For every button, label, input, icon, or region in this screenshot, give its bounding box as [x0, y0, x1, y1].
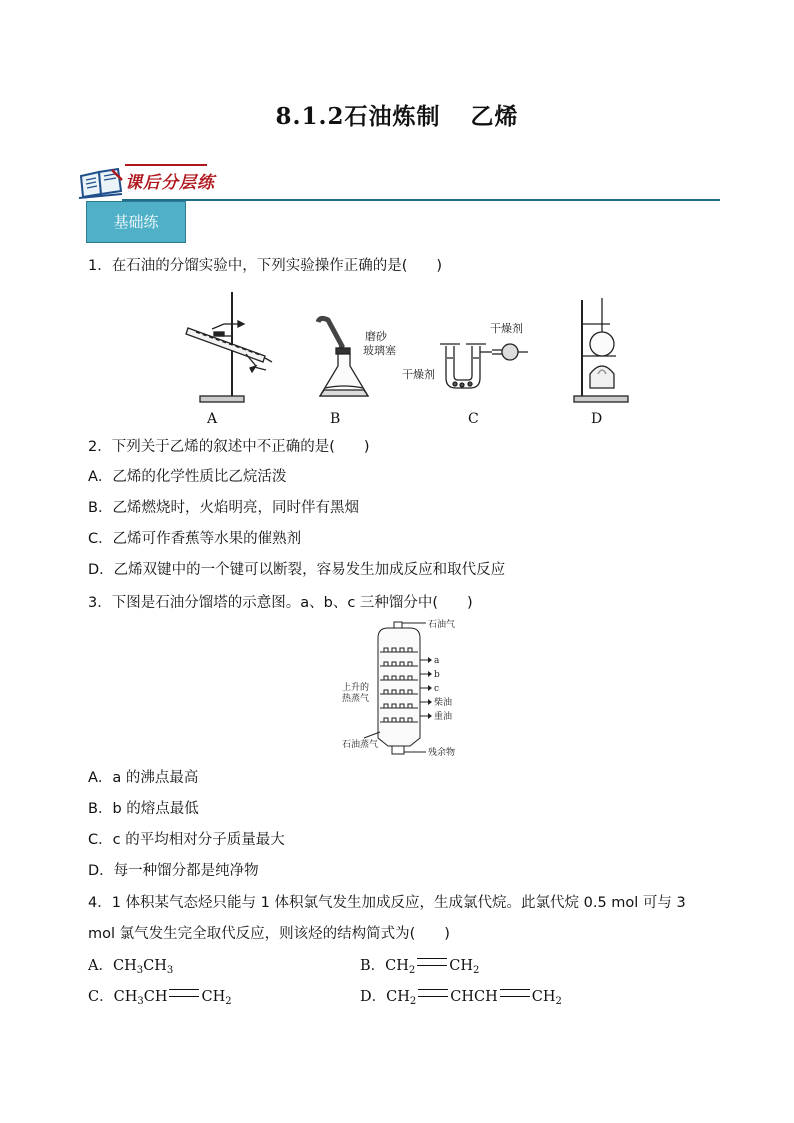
tower-residue-label: 残余物	[428, 748, 456, 758]
q3-option-c: C．c 的平均相对分子质量最大	[88, 832, 285, 848]
apparatus-b	[318, 318, 368, 396]
formula-sub: 2	[473, 965, 480, 976]
formula-sub: 2	[225, 996, 232, 1007]
q4-option-b	[360, 956, 479, 981]
q4-option-a	[88, 956, 173, 981]
q2-option-a: A．乙烯的化学性质比乙烷活泼	[88, 469, 287, 485]
formula-text: CH	[113, 989, 138, 1005]
tower-heavy-label: 重油	[434, 712, 453, 722]
q4-d-prefix: D．	[360, 989, 387, 1005]
section-label: 课后分层练	[125, 173, 215, 193]
formula-sub: 3	[166, 965, 174, 976]
q2-option-c: C．乙烯可作香蕉等水果的催熟剂	[88, 531, 302, 547]
title-part1: 8.1.2石油炼制	[275, 103, 441, 130]
q4-stem-line1: 4．1 体积某气态烃只能与 1 体积氯气发生加成反应，生成氯代烷。此氯代烷 0.5 mol 可与 3	[88, 895, 686, 911]
q3-option-b: B．b 的熔点最低	[88, 801, 199, 817]
section-header	[78, 164, 720, 200]
formula-text: CH	[143, 989, 168, 1005]
q4-b-prefix: B．	[360, 958, 386, 974]
tower-rising-label1: 上升的	[342, 683, 370, 693]
formula-text: CH	[201, 989, 226, 1005]
double-bond	[169, 989, 199, 997]
page-title	[0, 98, 794, 131]
q2-option-d: D．乙烯双键中的一个键可以断裂，容易发生加成反应和取代反应	[88, 562, 506, 578]
fig-label-b: B	[330, 411, 341, 427]
double-bond	[500, 989, 530, 997]
q4-option-d	[360, 987, 562, 1012]
formula-text: CHCH	[450, 989, 498, 1005]
q3-option-d: D．每一种馏分都是纯净物	[88, 863, 259, 879]
distillation-tower	[340, 620, 480, 762]
tower-diesel-label: 柴油	[434, 698, 453, 708]
q4-option-c	[88, 987, 232, 1012]
apparatus-a	[186, 292, 272, 402]
formula-text: CH	[385, 958, 409, 974]
apparatus-d	[574, 298, 628, 402]
fig-b-label2: 玻璃塞	[363, 344, 396, 357]
tower-c-label: c	[434, 684, 440, 694]
tower-a-label: a	[434, 656, 440, 666]
fig-c-label1: 干燥剂	[490, 322, 523, 335]
q1-stem: 1．在石油的分馏实验中，下列实验操作正确的是( )	[88, 258, 443, 274]
tower-b-label: b	[434, 670, 440, 680]
q4-c-prefix: C．	[88, 989, 114, 1005]
level-tag: 基础练	[86, 201, 186, 243]
q2-option-b: B．乙烯燃烧时，火焰明亮，同时伴有黑烟	[88, 500, 359, 516]
formula-text: CH	[112, 958, 137, 974]
tower-rising-label2: 热蒸气	[342, 694, 370, 704]
q2-stem: 2．下列关于乙烯的叙述中不正确的是( )	[88, 439, 370, 455]
formula-sub: 3	[137, 996, 144, 1007]
fig-b-label1: 磨砂	[365, 330, 387, 343]
formula-sub: 2	[555, 996, 562, 1007]
formula-text: CH	[449, 958, 474, 974]
formula-sub: 2	[409, 996, 417, 1007]
formula-text: CH	[531, 989, 556, 1005]
tower-top-label: 石油气	[428, 620, 456, 630]
q3-stem: 3．下图是石油分馏塔的示意图。a、b、c 三种馏分中( )	[88, 595, 473, 611]
fig-label-c: C	[468, 411, 479, 427]
formula-sub: 2	[408, 965, 416, 976]
double-bond	[418, 989, 448, 997]
section-label-underline	[125, 164, 207, 166]
fig-label-d: D	[591, 411, 603, 427]
section-rule	[122, 199, 720, 201]
fig-c-label2: 干燥剂	[402, 368, 435, 381]
fig-label-a: A	[207, 411, 218, 427]
apparatus-c	[440, 344, 528, 388]
book-icon	[78, 166, 124, 200]
title-part2: 乙烯	[470, 103, 519, 130]
q4-a-prefix: A．	[88, 958, 113, 974]
double-bond	[417, 958, 447, 966]
formula-text: CH	[143, 958, 167, 974]
formula-sub: 3	[136, 965, 144, 976]
q1-figures	[170, 288, 650, 427]
tower-feed-label: 石油蒸气	[342, 740, 379, 750]
q3-option-a: A．a 的沸点最高	[88, 770, 199, 786]
formula-text: CH	[386, 989, 410, 1005]
q4-stem-line2: mol 氯气发生完全取代反应，则该烃的结构简式为( )	[88, 926, 450, 942]
